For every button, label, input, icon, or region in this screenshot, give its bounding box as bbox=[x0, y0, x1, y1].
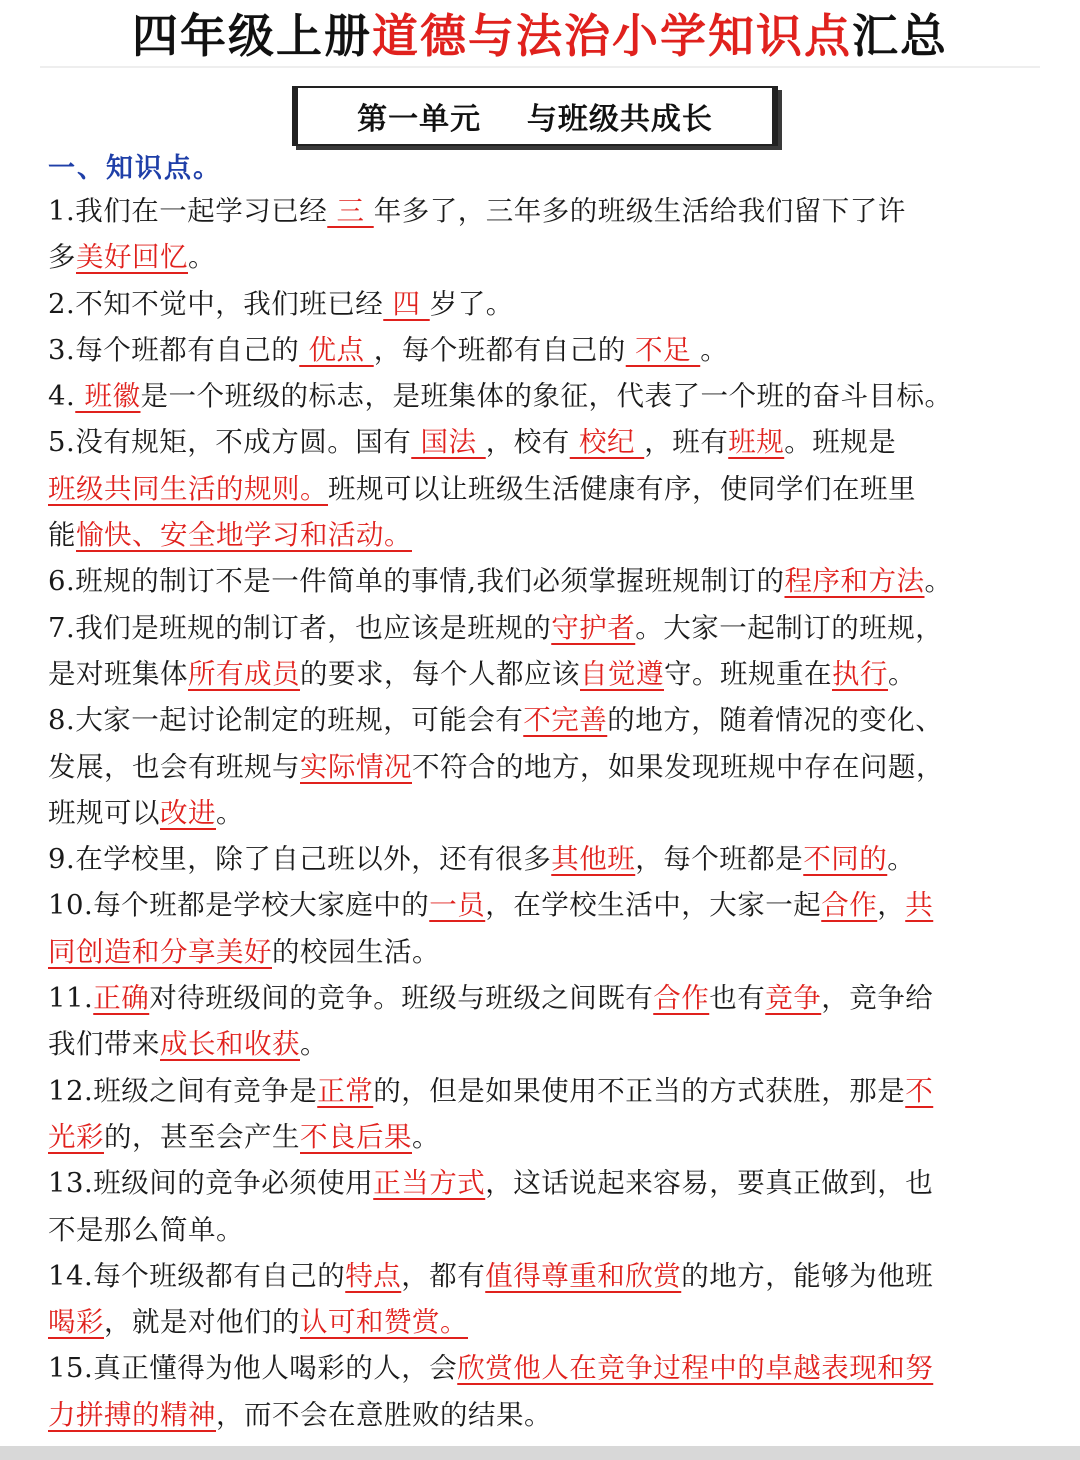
answer-blank: 程序和方法 bbox=[784, 565, 925, 598]
answer-blank: 正常 bbox=[317, 1074, 374, 1107]
page-title bbox=[0, 8, 1080, 64]
text-line bbox=[48, 975, 1038, 1021]
answer-blank: 不足 bbox=[625, 333, 701, 366]
text-segment: 多 bbox=[48, 241, 76, 274]
text-segment: 。 bbox=[924, 565, 953, 598]
text-line bbox=[48, 281, 1038, 327]
text-segment: ，就是对他们的 bbox=[104, 1306, 300, 1339]
text-line bbox=[48, 605, 1038, 651]
text-segment: ，都有 bbox=[401, 1259, 486, 1292]
text-line bbox=[48, 1392, 1038, 1438]
bottom-scroll-edge bbox=[0, 1446, 1080, 1460]
answer-blank: 合作 bbox=[821, 889, 878, 922]
text-line bbox=[48, 697, 1038, 743]
answer-blank: 同创造和分享美好 bbox=[48, 935, 272, 968]
text-line bbox=[48, 188, 1038, 234]
text-segment: ，竞争给 bbox=[821, 982, 934, 1015]
text-segment: 。大家一起制订的班规， bbox=[635, 611, 944, 644]
answer-blank: 国法 bbox=[411, 426, 486, 459]
answer-blank: 光彩 bbox=[48, 1120, 104, 1153]
text-segment: 12.班级之间有竞争是 bbox=[48, 1074, 318, 1107]
unit-title-box bbox=[292, 86, 778, 146]
text-line bbox=[48, 373, 1038, 419]
answer-blank: 所有成员 bbox=[188, 657, 300, 690]
text-segment: 的校园生活。 bbox=[272, 935, 440, 968]
text-segment: ， bbox=[877, 889, 906, 922]
text-line bbox=[48, 651, 1038, 697]
text-segment: 。 bbox=[188, 241, 216, 274]
answer-blank: 值得尊重和欣赏 bbox=[485, 1259, 682, 1292]
answer-blank: 认可和赞赏。 bbox=[300, 1306, 468, 1339]
text-segment: 的，但是如果使用不正当的方式获胜，那是 bbox=[373, 1074, 906, 1107]
answer-blank: 班级共同生活的规则。 bbox=[48, 472, 328, 505]
text-segment: 对待班级间的竞争。班级与班级之间既有 bbox=[149, 982, 654, 1015]
text-segment: 的要求，每个人都应该 bbox=[300, 657, 580, 690]
text-segment: 的地方，随着情况的变化、 bbox=[607, 704, 944, 737]
text-segment: 能 bbox=[48, 519, 76, 552]
answer-blank: 共 bbox=[905, 889, 934, 922]
answer-blank: 一员 bbox=[429, 889, 486, 922]
text-segment: 守。班规重在 bbox=[664, 657, 832, 690]
answer-blank: 不良后果 bbox=[300, 1120, 412, 1153]
text-segment: 岁了。 bbox=[429, 287, 514, 320]
title-divider bbox=[40, 66, 1040, 68]
answer-blank: 三 bbox=[327, 195, 374, 227]
text-segment: 。班规是 bbox=[784, 426, 897, 459]
answer-blank: 校纪 bbox=[569, 426, 645, 459]
title-prefix: 四年级上册 bbox=[132, 9, 372, 63]
answer-blank: 喝彩 bbox=[48, 1306, 104, 1339]
text-segment: 班规可以 bbox=[48, 796, 160, 829]
text-line bbox=[48, 882, 1038, 928]
text-line bbox=[48, 1345, 1038, 1391]
text-segment: 7.我们是班规的制订者，也应该是班规的 bbox=[48, 611, 552, 644]
title-suffix: 汇总 bbox=[852, 9, 948, 63]
text-segment: 5.没有规矩，不成方圆。国有 bbox=[48, 426, 412, 459]
text-segment: 。 bbox=[300, 1028, 328, 1061]
text-line bbox=[48, 1299, 1038, 1345]
answer-blank: 实际情况 bbox=[300, 750, 412, 783]
text-segment: 3.每个班都有自己的 bbox=[48, 333, 300, 366]
text-segment: 14.每个班级都有自己的 bbox=[48, 1259, 346, 1292]
text-segment: 11. bbox=[48, 982, 94, 1015]
text-segment: 也有 bbox=[709, 982, 766, 1015]
text-segment: 发展，也会有班规与 bbox=[48, 750, 300, 783]
text-segment: 。 bbox=[700, 333, 729, 366]
answer-blank: 美好回忆 bbox=[76, 241, 188, 274]
text-line bbox=[48, 1253, 1038, 1299]
answer-blank: 班规 bbox=[728, 426, 785, 459]
text-line bbox=[48, 790, 1038, 836]
text-segment: 8.大家一起讨论制定的班规，可能会有 bbox=[48, 704, 524, 737]
answer-blank: 四 bbox=[383, 287, 430, 320]
text-line bbox=[48, 327, 1038, 373]
text-segment: 是一个班级的标志，是班集体的象征，代表了一个班的奋斗目标。 bbox=[140, 380, 953, 413]
answer-blank: 正当方式 bbox=[373, 1167, 486, 1200]
answer-blank: 特点 bbox=[345, 1259, 402, 1292]
text-line bbox=[48, 1160, 1038, 1206]
text-segment: ，而不会在意胜败的结果。 bbox=[216, 1398, 552, 1431]
text-line bbox=[48, 419, 1038, 465]
answer-blank: 不同的 bbox=[803, 843, 888, 876]
text-segment: 。 bbox=[888, 657, 916, 690]
section-heading: 一、知识点。 bbox=[48, 153, 222, 184]
answer-blank: 执行 bbox=[832, 657, 888, 690]
text-line bbox=[48, 512, 1038, 558]
text-segment: 我们带来 bbox=[48, 1028, 160, 1061]
text-segment: 班规可以让班级生活健康有序，使同学们在班里 bbox=[328, 472, 916, 505]
text-line bbox=[48, 1207, 1038, 1253]
text-line bbox=[48, 744, 1038, 790]
answer-blank: 愉快、安全地学习和活动。 bbox=[76, 519, 412, 552]
answer-blank: 优点 bbox=[299, 333, 374, 366]
answer-blank: 力拼搏的精神 bbox=[48, 1398, 216, 1431]
text-segment: 不符合的地方，如果发现班规中存在问题， bbox=[412, 750, 944, 783]
text-segment: 年多了，三年多的班级生活给我们留下了许 bbox=[373, 195, 906, 227]
text-segment: 不是那么简单。 bbox=[48, 1213, 244, 1246]
answer-blank: 不完善 bbox=[523, 704, 608, 737]
text-segment: 10.每个班都是学校大家庭中的 bbox=[48, 889, 430, 922]
text-segment: 15.真正懂得为他人喝彩的人，会 bbox=[48, 1352, 458, 1385]
answer-blank: 正确 bbox=[93, 982, 150, 1015]
text-line bbox=[48, 1021, 1038, 1067]
text-segment: 6.班规的制订不是一件简单的事情,我们必须掌握班规制订的 bbox=[48, 565, 785, 598]
knowledge-points-list bbox=[48, 188, 1038, 1438]
text-segment: ，校有 bbox=[485, 426, 570, 459]
text-segment: ，这话说起来容易，要真正做到，也 bbox=[485, 1167, 934, 1200]
answer-blank: 改进 bbox=[160, 796, 216, 829]
text-line bbox=[48, 234, 1038, 280]
text-segment: ，班有 bbox=[644, 426, 729, 459]
text-segment: 13.班级间的竞争必须使用 bbox=[48, 1167, 374, 1200]
text-line bbox=[48, 1068, 1038, 1114]
answer-blank: 其他班 bbox=[551, 843, 636, 876]
answer-blank: 自觉遵 bbox=[580, 657, 664, 690]
answer-blank: 欣赏他人在竞争过程中的卓越表现和努 bbox=[457, 1352, 934, 1385]
text-segment: 4. bbox=[48, 380, 76, 413]
text-segment: ，每个班都是 bbox=[635, 843, 804, 876]
answer-blank: 不 bbox=[905, 1074, 934, 1107]
answer-blank: 竞争 bbox=[765, 982, 822, 1015]
title-highlight: 道德与法治小学知识点 bbox=[372, 9, 852, 63]
answer-blank: 合作 bbox=[653, 982, 710, 1015]
text-segment: 。 bbox=[887, 843, 916, 876]
text-segment: 9.在学校里，除了自己班以外，还有很多 bbox=[48, 843, 552, 876]
text-line bbox=[48, 836, 1038, 882]
text-segment: 的，甚至会产生 bbox=[104, 1120, 300, 1153]
text-segment: ，在学校生活中，大家一起 bbox=[485, 889, 822, 922]
unit-title: 第一单元 与班级共成长 bbox=[357, 102, 713, 137]
text-line bbox=[48, 466, 1038, 512]
text-segment: ，每个班都有自己的 bbox=[373, 333, 626, 366]
text-segment: 1.我们在一起学习已经 bbox=[48, 195, 328, 227]
text-segment: 的地方，能够为他班 bbox=[681, 1259, 934, 1292]
text-segment: 。 bbox=[216, 796, 244, 829]
text-segment: 。 bbox=[412, 1120, 440, 1153]
text-segment: 2.不知不觉中，我们班已经 bbox=[48, 287, 384, 320]
answer-blank: 班徽 bbox=[75, 380, 141, 413]
answer-blank: 成长和收获 bbox=[160, 1028, 300, 1061]
text-line bbox=[48, 929, 1038, 975]
answer-blank: 守护者 bbox=[551, 611, 636, 644]
text-line bbox=[48, 1114, 1038, 1160]
text-line bbox=[48, 558, 1038, 604]
text-segment: 是对班集体 bbox=[48, 657, 188, 690]
